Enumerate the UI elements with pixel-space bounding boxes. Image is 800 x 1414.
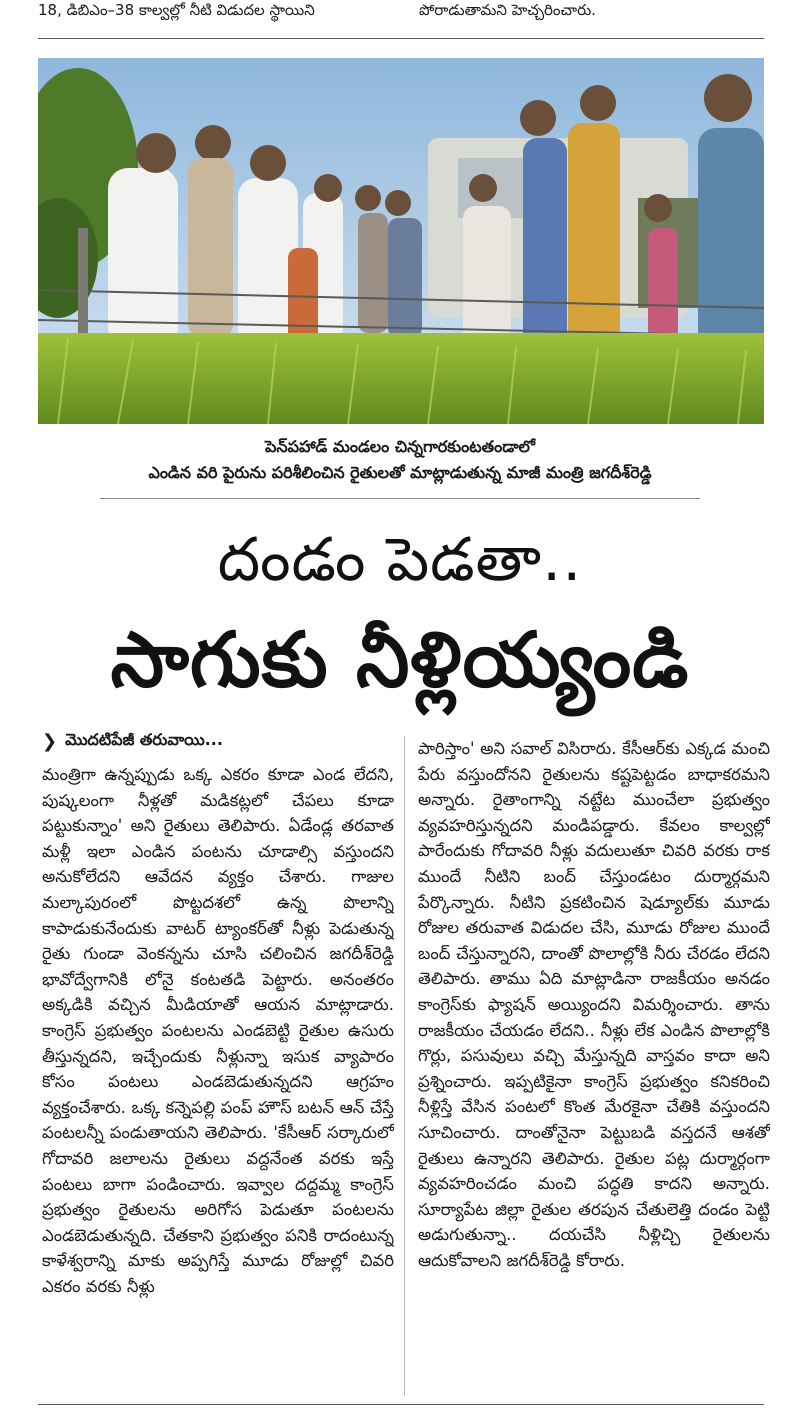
column-divider xyxy=(404,736,405,1396)
headline-line-2: సాగుకు నీళ్లియ్యండి xyxy=(110,615,690,704)
top-strip-left: 18, డిబిఎం–38 కాల్వల్లో నీటి విడుదల స్థాయిని xyxy=(38,1,315,19)
chevron-right-icon: ❯ xyxy=(42,731,58,752)
continued-from-label xyxy=(42,730,223,753)
caption-line-1: పెన్‌పహాడ్ మండలం చిన్నగారకుంటతండాలో xyxy=(265,437,535,456)
bottom-divider xyxy=(38,1404,764,1405)
top-strip-right: పోరాడుతామని హెచ్చరించారు. xyxy=(419,1,596,19)
top-divider xyxy=(38,38,764,39)
article-column-left: మంత్రిగా ఉన్నప్పుడు ఒక్క ఎకరం కూడా ఎండ లేదని, పుష్కలంగా నీళ్లతో మడికట్లలో చేపలు కూడా పట్టుకున్నాం' అని రైతులు తెలిపారు. ఏడేండ్ల తరవాత మళ్లీ ఇలా ఎండిన పంటను చూడాల్సి వస్తుందని అనుకోలేదని ఆవేదన వ్యక్తం చేశారు. గాజుల మల్కాపురంలో పొట్టదశలో ఉన్న పొలాన్ని కాపాడుకునేందుకు వాటర్ ట్యాంకర్‌తో నీళ్లు పెడుతున్న రైతు గుండా వెంకన్నను చూసి చలించిన జగదీశ్‌రెడ్డి భావోద్వేగానికి లోనై కంటతడి పెట్టారు. అనంతరం అక్కడికి వచ్చిన మీడియాతో ఆయన మాట్లాడారు. కాంగ్రెస్ ప్రభుత్వం పంటలను ఎండబెట్టి రైతుల ఉసురు తీస్తున్నదని, ఇచ్చేందుకు నీళ్లున్నా ఇసుక వ్యాపారం కోసం పంటలు ఎండబెడుతున్నదని ఆగ్రహం వ్యక్తంచేశారు. ఒక్క కన్నెపల్లి పంప్ హౌస్ బటన్ ఆన్ చేస్తే పంటలన్నీ పండుతాయని తెలిపారు. 'కేసీఆర్ సర్కారులో గోదావరి జలాలను రైతులు వద్దనేంత వరకు ఇస్తే పంటలు బాగా పండించారు. ఇవ్వాల దద్దమ్మ కాంగ్రెస్ ప్రభుత్వం రైతులను అరిగోస పెడుతూ పంటలను ఎండబెడుతున్నది. చేతకాని ప్రభుత్వం పనికి రాదంటున్న కాళేశ్వరాన్ని మాకు అప్పగిస్తే మూడు రోజుల్లో చివరి ఎకరం వరకు నీళ్లు xyxy=(42,765,394,1296)
article-column-right: పారిస్తాం' అని సవాల్ విసిరారు. కేసీఆర్‌కు ఎక్కడ మంచి పేరు వస్తుందోనని రైతులను కష్టపెట్టడం బాధాకరమని అన్నారు. రైతాంగాన్ని నట్టేట ముంచేలా ప్రభుత్వం వ్యవహరిస్తున్నదని మండిపడ్డారు. కేవలం కాల్వల్లో పారేందుకు గోదావరి నీళ్లు వదులుతూ చివరి వరకు రాక ముందే నీటిని బంద్ చేస్తుండటం దుర్మార్గమని పేర్కొన్నారు. నీటిని ప్రకటించిన షెడ్యూల్‌కు మూడు రోజుల తరువాత విడుదల చేసి, మూడు రోజుల ముందే బంద్ చేస్తున్నారని, దాంతో పొలాల్లోకి నీరు చేరడం లేదని తెలిపారు. తాము ఏది మాట్లాడినా రాజకీయం అనడం కాంగ్రెస్‌కు ఫ్యాషన్ అయ్యిందని విమర్శించారు. తాను రాజకీయం చేయడం లేదని.. నీళ్లు లేక ఎండిన పొలాల్లోకి గొర్లు, పసువులు వచ్చి మేస్తున్నది వాస్తవం కాదా అని ప్రశ్నించారు. ఇప్పటికైనా కాంగ్రెస్ ప్రభుత్వం కనికరించి నీళ్లిస్తే వేసిన పంటలో కొంత మేరకైనా చేతికి వస్తుందని సూచించారు. దాంతోనైనా పెట్టుబడి వస్తదనే ఆశతో రైతులు ఉన్నారని తెలిపారు. రైతుల పట్ల దుర్మార్గంగా వ్యవహరించడం మంచి పద్ధతి కాదని అన్నారు. సూర్యాపేట జిల్లా రైతుల తరపున చేతులెత్తి దండం పెట్టి అడుగుతున్నా.. దయచేసి నీళ్లిచ్చి రైతులను ఆదుకోవాలని జగదీశ్‌రెడ్డి కోరారు. xyxy=(418,739,770,1270)
caption-line-2: ఎండిన వరి పైరును పరిశీలించిన రైతులతో మాట్లాడుతున్న మాజీ మంత్రి జగదీశ్‌రెడ్డి xyxy=(148,463,652,482)
caption-divider xyxy=(100,498,700,499)
farmers-field-photo xyxy=(38,58,764,424)
continued-from-text: మొదటిపేజీ తరువాయి... xyxy=(65,730,223,749)
photo-caption xyxy=(60,434,740,486)
headline-line-1: దండం పెడతా.. xyxy=(217,525,583,595)
top-strip xyxy=(38,0,764,22)
